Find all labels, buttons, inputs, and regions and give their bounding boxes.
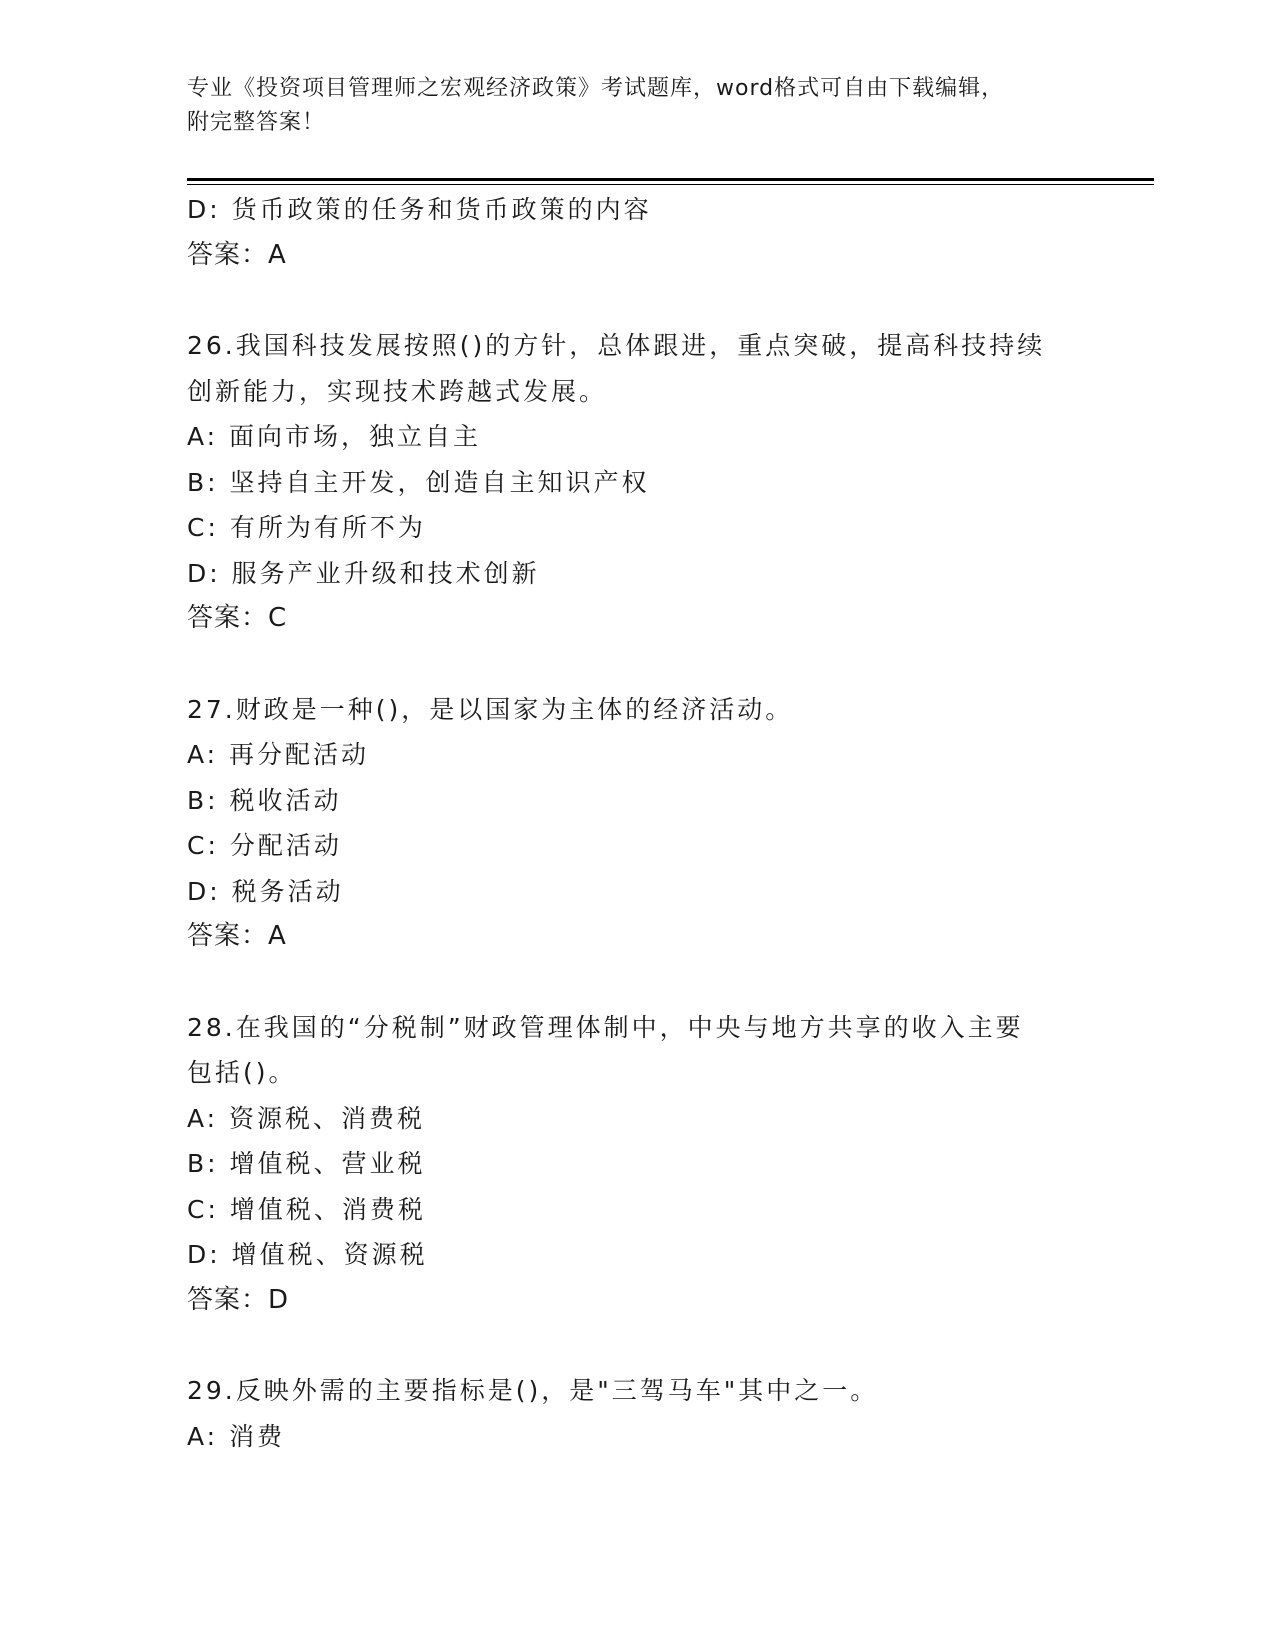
question-28 xyxy=(187,1005,1087,1324)
option-d: D: 税务活动 xyxy=(187,876,344,906)
option-a: A: 资源税、消费税 xyxy=(187,1103,426,1133)
question-26 xyxy=(187,323,1087,642)
question-stem: 27.财政是一种()，是以国家为主体的经济活动。 xyxy=(187,694,794,724)
option-b: B: 坚持自主开发，创造自主知识产权 xyxy=(187,467,650,497)
header-rule-thin xyxy=(187,184,1154,185)
answer-line: 答案：A xyxy=(187,239,287,270)
option-a: A: 消费 xyxy=(187,1421,286,1451)
option-d: D: 增值税、资源税 xyxy=(187,1240,428,1269)
previous-question-tail xyxy=(187,187,1087,278)
question-stem-cont: 包括()。 xyxy=(187,1058,297,1087)
document-header xyxy=(187,72,1067,140)
header-line-2: 附完整答案！ xyxy=(187,110,326,135)
option-a: A: 面向市场，独立自主 xyxy=(187,422,482,451)
question-stem-cont: 创新能力，实现技术跨越式发展。 xyxy=(187,376,608,406)
option-d: D: 服务产业升级和技术创新 xyxy=(187,558,540,588)
question-stem: 26.我国科技发展按照()的方针，总体跟进，重点突破，提高科技持续 xyxy=(187,331,1046,360)
option-c: C: 分配活动 xyxy=(187,831,342,860)
option-b: B: 税收活动 xyxy=(187,785,342,815)
question-stem: 28.在我国的“分税制”财政管理体制中，中央与地方共享的收入主要 xyxy=(187,1012,1024,1042)
question-29 xyxy=(187,1368,1087,1459)
answer-line: 答案：D xyxy=(187,1284,290,1315)
question-27 xyxy=(187,687,1087,960)
answer-line: 答案：C xyxy=(187,603,288,633)
header-rule-thick xyxy=(187,178,1154,181)
option-b: B: 增值税、营业税 xyxy=(187,1149,426,1178)
answer-line: 答案：A xyxy=(187,921,287,951)
option-c: C: 增值税、消费税 xyxy=(187,1194,426,1224)
option-d: D: 货币政策的任务和货币政策的内容 xyxy=(187,195,652,224)
option-c: C: 有所为有所不为 xyxy=(187,513,426,542)
question-list xyxy=(187,187,1087,1459)
question-stem: 29.反映外需的主要指标是()，是"三驾马车"其中之一。 xyxy=(187,1376,879,1405)
header-line-1: 专业《投资项目管理师之宏观经济政策》考试题库，word格式可自由下载编辑， xyxy=(187,76,1005,101)
option-a: A: 再分配活动 xyxy=(187,740,370,769)
